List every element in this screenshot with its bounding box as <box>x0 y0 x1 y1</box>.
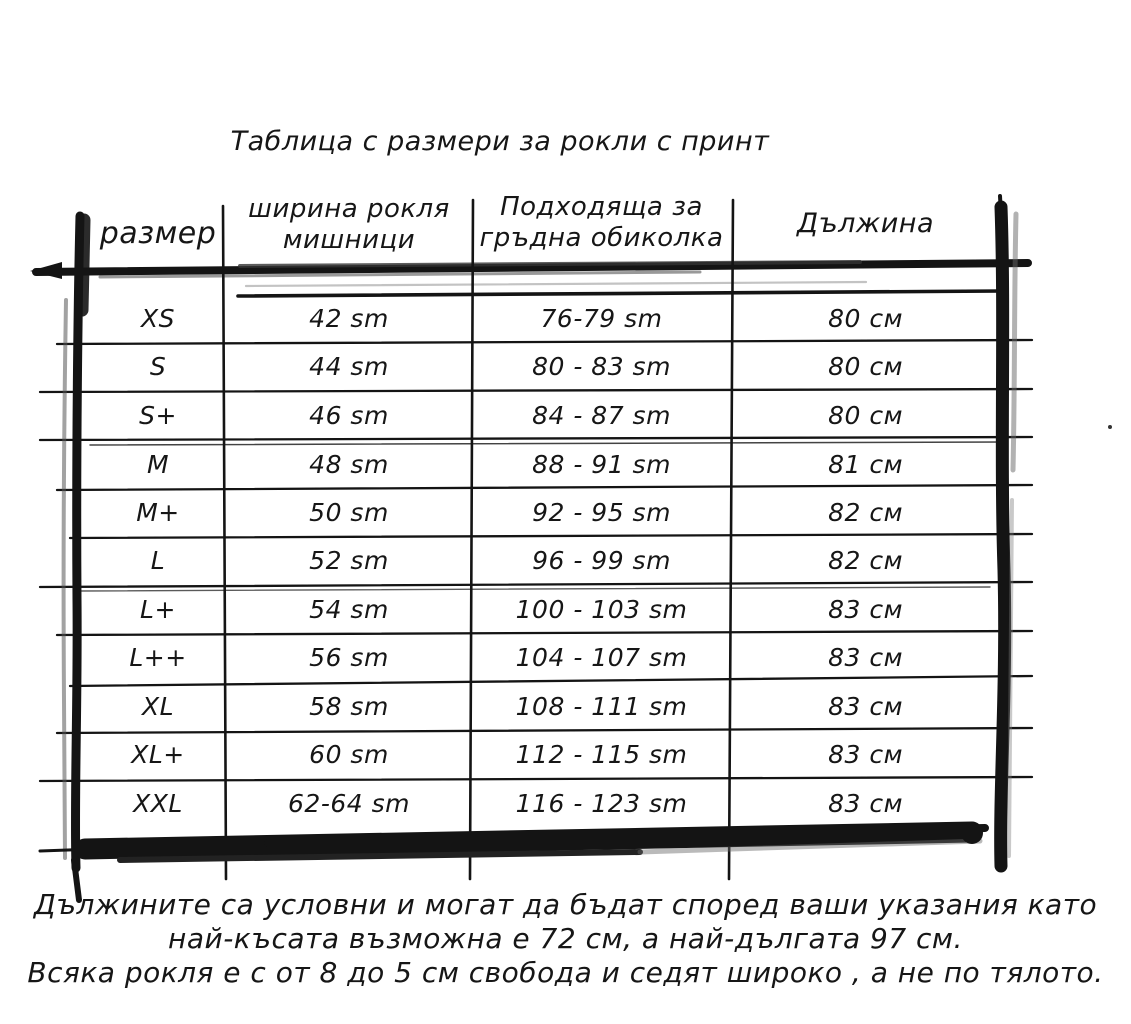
cell-bust: 104 - 107 sm <box>515 642 688 672</box>
cell-size: M+ <box>136 497 180 527</box>
table-row-l-plus-plus <box>90 633 1002 681</box>
cell-size: XXL <box>133 788 183 818</box>
cell-width: 44 sm <box>309 351 389 381</box>
footer-line-3: Всяка рокля е с от 8 до 5 см свобода и седят широко , а не по тялото. <box>27 956 1104 989</box>
cell-size: M <box>146 449 170 479</box>
cell-length: 83 см <box>828 642 903 672</box>
cell-length: 80 см <box>828 400 903 430</box>
ink-dot <box>1108 425 1112 429</box>
left-border <box>64 216 84 900</box>
column-header-width-line1: ширина рокля <box>248 194 450 224</box>
cell-bust: 116 - 123 sm <box>515 788 688 818</box>
table-row-l-plus <box>90 585 1002 633</box>
cell-width: 48 sm <box>309 449 389 479</box>
cell-bust: 108 - 111 sm <box>515 691 688 721</box>
column-header-size: размер <box>99 216 217 251</box>
cell-width: 52 sm <box>309 545 389 575</box>
column-header-width-line2: мишници <box>282 225 416 255</box>
cell-bust: 96 - 99 sm <box>532 545 671 575</box>
cell-width: 54 sm <box>309 594 389 624</box>
cell-width: 62-64 sm <box>288 788 410 818</box>
cell-size: XL <box>141 691 175 721</box>
table-row-s-plus <box>90 391 1002 439</box>
table-row-xs <box>90 294 1002 342</box>
top-border <box>30 262 1028 296</box>
table-row-m-plus <box>90 488 1002 536</box>
right-border <box>1000 196 1016 866</box>
page-title: Таблица с размери за рокли с принт <box>230 126 770 157</box>
cell-size: XL+ <box>131 739 185 769</box>
cell-bust: 100 - 103 sm <box>515 594 688 624</box>
cell-bust: 80 - 83 sm <box>532 351 671 381</box>
cell-length: 82 см <box>828 545 903 575</box>
column-header-bust-line1: Подходяща за <box>500 192 703 222</box>
cell-width: 56 sm <box>309 642 389 672</box>
cell-width: 46 sm <box>309 400 389 430</box>
cell-length: 83 см <box>828 788 903 818</box>
cell-length: 83 см <box>828 594 903 624</box>
table-row-l <box>90 536 1002 584</box>
footer-line-2: най-късата възможна е 72 см, а най-дългата 97 см. <box>168 922 963 955</box>
bottom-border <box>40 822 985 860</box>
cell-width: 42 sm <box>309 303 389 333</box>
cell-size: S+ <box>139 400 177 430</box>
table-row-s <box>90 342 1002 390</box>
footer-line-1: Дължините са условни и могат да бъдат според ваши указания като <box>33 888 1098 921</box>
column-header-width <box>226 194 472 256</box>
footer-note <box>0 888 1131 990</box>
cell-bust: 92 - 95 sm <box>532 497 671 527</box>
cell-length: 81 см <box>828 449 903 479</box>
cell-width: 50 sm <box>309 497 389 527</box>
cell-length: 83 см <box>828 739 903 769</box>
cell-width: 60 sm <box>309 739 389 769</box>
table-row-m <box>90 440 1002 488</box>
table-row-xl <box>90 682 1002 730</box>
cell-size: XS <box>141 303 175 333</box>
table-row-xxl <box>90 779 1002 827</box>
cell-bust: 112 - 115 sm <box>515 739 688 769</box>
cell-length: 83 см <box>828 691 903 721</box>
column-header-bust-line2: гръдна обиколка <box>479 223 724 253</box>
cell-length: 82 см <box>828 497 903 527</box>
cell-length: 80 см <box>828 351 903 381</box>
cell-size: S <box>149 351 167 381</box>
column-header-bust <box>472 192 731 254</box>
cell-width: 58 sm <box>309 691 389 721</box>
cell-bust: 76-79 sm <box>540 303 663 333</box>
cell-size: L+ <box>140 594 176 624</box>
table-row-xl-plus <box>90 730 1002 778</box>
cell-bust: 88 - 91 sm <box>532 449 671 479</box>
cell-size: L++ <box>129 642 187 672</box>
cell-length: 80 см <box>828 303 903 333</box>
cell-bust: 84 - 87 sm <box>532 400 671 430</box>
column-header-length: Дължина <box>797 208 934 239</box>
cell-size: L <box>150 545 166 575</box>
